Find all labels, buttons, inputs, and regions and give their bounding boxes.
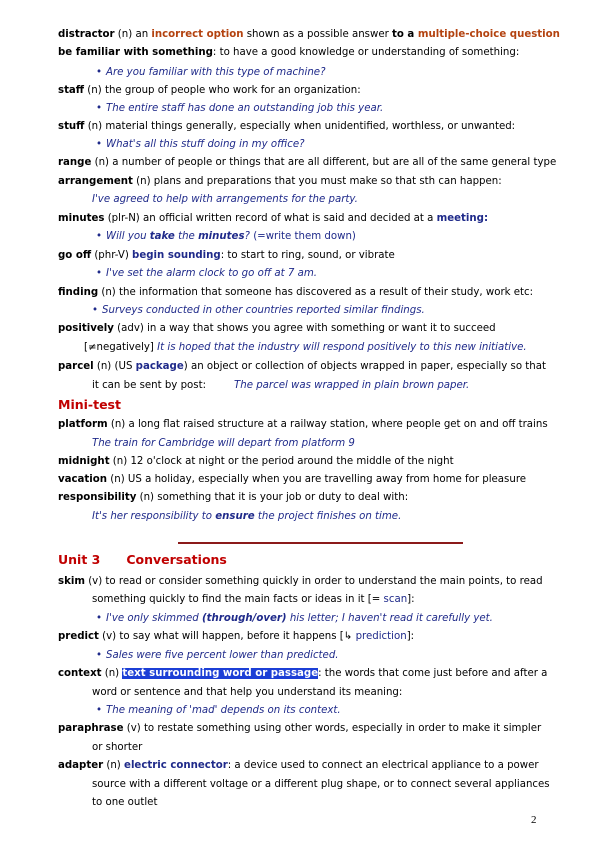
headword: go off <box>58 250 92 261</box>
definition: ) an object or collection of objects wrapped in paper, especially so that <box>183 361 546 372</box>
example <box>96 267 559 280</box>
entry-arrangement <box>58 175 559 188</box>
example <box>96 138 559 151</box>
bullet-icon: • <box>96 705 103 716</box>
definition: (v) to read or consider something quickly in order to understand the main points, to read <box>84 576 543 587</box>
definition: shown as a possible answer <box>243 29 393 40</box>
bullet-icon: • <box>96 613 103 624</box>
antonym: [≠negatively] <box>84 342 158 353</box>
definition: : a device used to connect an electrical appliance to a power <box>227 760 539 771</box>
definition: (n) <box>101 668 123 679</box>
definition: (n) <box>103 760 125 771</box>
example <box>96 612 559 625</box>
example-keyword: ensure <box>215 511 255 522</box>
definition: (n) (US <box>93 361 136 372</box>
entry-skim <box>58 575 559 588</box>
headword: stuff <box>58 121 85 132</box>
entry-responsibility <box>58 491 559 504</box>
example-text: his letter; I haven't read it carefully yet. <box>286 613 493 624</box>
entry-parcel <box>58 360 559 373</box>
example <box>92 437 559 450</box>
example <box>96 230 559 243</box>
definition: (n) an <box>114 29 152 40</box>
bullet-icon: • <box>96 231 103 242</box>
headword: paraphrase <box>58 723 124 734</box>
bullet-icon: • <box>96 103 103 114</box>
headword: adapter <box>58 760 104 771</box>
definition: (n) material things generally, especially when unidentified, worthless, or unwanted: <box>84 121 516 132</box>
definition: (phr-V) <box>91 250 133 261</box>
entry-positively <box>58 322 559 335</box>
entry-adapter <box>58 759 559 772</box>
bullet-icon: • <box>96 650 103 661</box>
example-text: The meaning of 'mad' depends on its context. <box>106 705 341 716</box>
example-text: ? <box>244 231 254 242</box>
keyword: incorrect option <box>151 29 244 40</box>
headword: finding <box>58 287 99 298</box>
example-text: The entire staff has done an outstanding job this year. <box>106 103 384 114</box>
headword: skim <box>58 576 85 587</box>
keyword: electric connector <box>124 760 228 771</box>
example-text: I've only skimmed <box>106 613 203 624</box>
headword: arrangement <box>58 176 133 187</box>
entry-staff <box>58 84 559 97</box>
example-text: What's all this stuff doing in my office? <box>106 139 305 150</box>
definition: (v) to say what will happen, before it happens [↳ <box>98 631 356 642</box>
entry-context <box>58 667 559 680</box>
keyword: multiple-choice question <box>417 29 560 40</box>
example <box>92 510 559 523</box>
headword: vacation <box>58 474 108 485</box>
example-text: Will you <box>106 231 150 242</box>
headword: staff <box>58 85 85 96</box>
definition: (n) 12 o'clock at night or the period around the middle of the night <box>109 456 454 467</box>
example-text: the project finishes on time. <box>254 511 402 522</box>
entry-distractor <box>58 28 559 41</box>
entry-platform <box>58 418 559 431</box>
headword: range <box>58 157 92 168</box>
definition: (n) the group of people who work for an organization: <box>84 85 361 96</box>
definition: word or sentence and that help you understand its meaning: <box>92 687 403 698</box>
example-text: Are you familiar with this type of machine? <box>106 67 326 78</box>
definition: (v) to restate something using other words, especially in order to make it simpler <box>123 723 542 734</box>
example <box>92 193 559 206</box>
definition: to a <box>392 29 418 40</box>
headword: predict <box>58 631 99 642</box>
example-text: It is hoped that the industry will respond positively to this new initiative. <box>157 342 527 353</box>
entry-adapter-cont2 <box>92 796 559 809</box>
definition: (adv) in a way that shows you agree with something or want it to succeed <box>113 323 496 334</box>
keyword: meeting: <box>436 213 489 224</box>
example-keyword: minutes <box>198 231 245 242</box>
entry-go-off <box>58 249 559 262</box>
definition: source with a different voltage or a different plug shape, or to connect several appliances <box>92 779 550 790</box>
entry-midnight <box>58 455 559 468</box>
headword: positively <box>58 323 114 334</box>
headword: distractor <box>58 29 115 40</box>
cross-reference: prediction <box>355 631 407 642</box>
definition: (n) something that it is your job or duty to deal with: <box>136 492 409 503</box>
highlighted-keyword: text surrounding word or passage <box>122 668 319 679</box>
section-title-minitest: Mini-test <box>58 397 121 412</box>
section-divider <box>178 542 463 544</box>
entry-range <box>58 156 559 169</box>
definition: ]: <box>406 631 415 642</box>
unit-label: Unit 3 <box>58 552 101 567</box>
example <box>84 341 559 354</box>
bullet-icon: • <box>96 67 103 78</box>
page-number: 2 <box>531 814 537 826</box>
headword: be familiar with something <box>58 47 213 58</box>
entry-context-cont <box>92 686 559 699</box>
example <box>96 66 559 79</box>
bullet-icon: • <box>92 305 99 316</box>
definition: ]: <box>407 594 415 605</box>
unit-heading <box>58 552 559 567</box>
entry-predict <box>58 630 559 643</box>
entry-stuff <box>58 120 559 133</box>
definition: (n) plans and preparations that you must make so that sth can happen: <box>132 176 502 187</box>
headword: minutes <box>58 213 105 224</box>
headword: midnight <box>58 456 110 467</box>
headword: parcel <box>58 361 94 372</box>
definition: (plr-N) an official written record of what is said and decided at a <box>104 213 437 224</box>
definition: to one outlet <box>92 797 158 808</box>
entry-paraphrase-cont <box>92 741 559 754</box>
unit-title: Conversations <box>126 552 227 567</box>
definition: (n) the information that someone has discovered as a result of their study, work etc: <box>98 287 534 298</box>
headword: responsibility <box>58 492 137 503</box>
example-text: The train for Cambridge will depart from platform 9 <box>92 438 355 449</box>
entry-vacation <box>58 473 559 486</box>
definition: : to start to ring, sound, or vibrate <box>220 250 395 261</box>
example <box>96 704 559 717</box>
example-text: The parcel was wrapped in plain brown paper. <box>234 380 470 391</box>
headword: platform <box>58 419 108 430</box>
example-text: I've agreed to help with arrangements for the party. <box>92 194 358 205</box>
entry-adapter-cont <box>92 778 559 791</box>
entry-familiar <box>58 46 559 59</box>
keyword: package <box>135 361 184 372</box>
example-text: Surveys conducted in other countries reported similar findings. <box>102 305 425 316</box>
example <box>96 649 559 662</box>
example <box>92 304 559 317</box>
definition: something quickly to find the main facts or ideas in it [= <box>92 594 384 605</box>
entry-finding <box>58 286 559 299</box>
keyword: begin sounding <box>132 250 221 261</box>
entry-paraphrase <box>58 722 559 735</box>
definition: or shorter <box>92 742 143 753</box>
bullet-icon: • <box>96 139 103 150</box>
entry-parcel-cont <box>92 379 559 392</box>
example <box>96 102 559 115</box>
definition: (n) a number of people or things that are all different, but are all of the same general type <box>91 157 557 168</box>
definition: : the words that come just before and after a <box>318 668 548 679</box>
entry-skim-cont <box>92 593 559 606</box>
definition: (n) a long flat raised structure at a railway station, where people get on and off trains <box>107 419 548 430</box>
definition: it can be sent by post: <box>92 380 207 391</box>
example-text: I've set the alarm clock to go off at 7 am. <box>106 268 318 279</box>
entry-minutes <box>58 212 559 225</box>
example-note: (=write them down) <box>253 231 356 242</box>
example-keyword: (through/over) <box>202 613 287 624</box>
example-keyword: take <box>149 231 175 242</box>
bullet-icon: • <box>96 268 103 279</box>
definition: : to have a good knowledge or understanding of something: <box>212 47 520 58</box>
example-text: It's her responsibility to <box>92 511 216 522</box>
example-text: the <box>174 231 199 242</box>
example-text: Sales were five percent lower than predicted. <box>106 650 339 661</box>
headword: context <box>58 668 102 679</box>
definition: (n) US a holiday, especially when you are travelling away from home for pleasure <box>107 474 527 485</box>
cross-reference: scan <box>383 594 408 605</box>
